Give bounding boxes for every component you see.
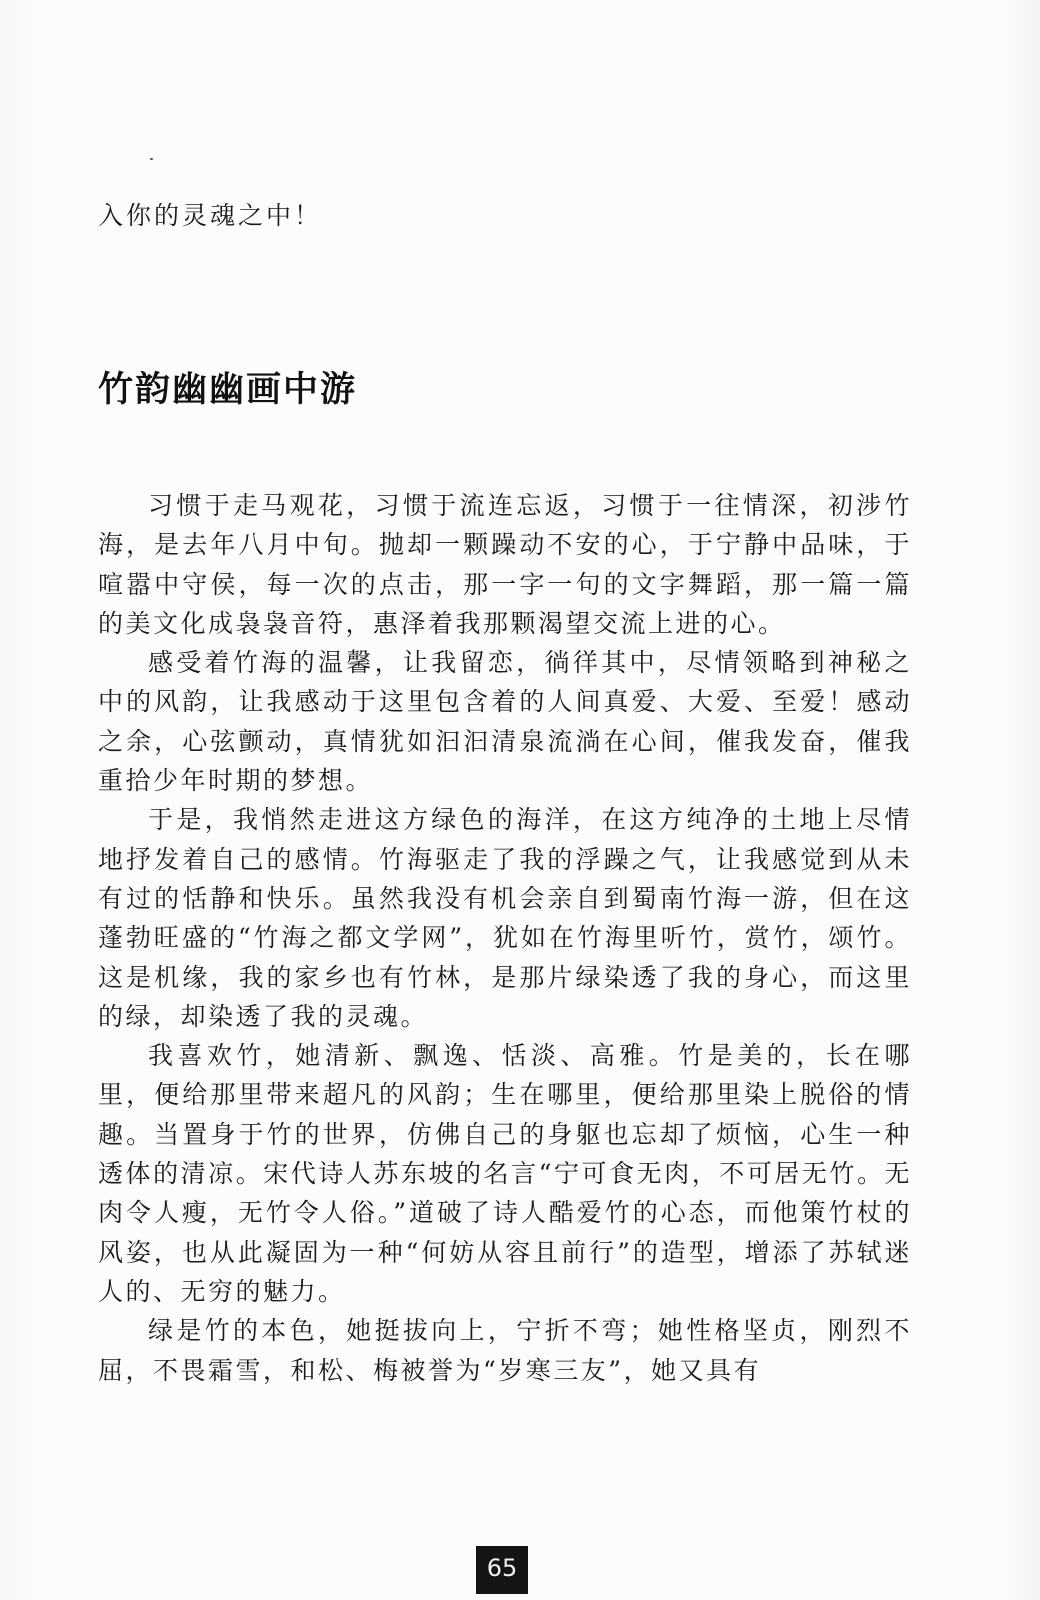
paragraph: 于是，我悄然走进这方绿色的海洋，在这方纯净的土地上尽情地抒发着自己的感情。竹海驱走了我的浮躁之气，让我感觉到从未有过的恬静和快乐。虽然我没有机会亲自到蜀南竹海一游，但在这蓬勃旺盛的“竹海之都文学网”，犹如在竹海里听竹，赏竹，颂竹。这是机缘，我的家乡也有竹林，是那片绿染透了我的身心，而这里的绿，却染透了我的灵魂。	[98, 805, 912, 1031]
chapter-title: 竹韵幽幽画中游	[98, 370, 358, 410]
paragraph: 绿是竹的本色，她挺拔向上，宁折不弯；她性格坚贞，刚烈不屈，不畏霜雪，和松、梅被誉为“岁寒三友”，她又具有	[98, 1316, 912, 1385]
body-text	[98, 486, 912, 1390]
paragraph: 习惯于走马观花，习惯于流连忘返，习惯于一往情深，初涉竹海，是去年八月中旬。抛却一颗躁动不安的心，于宁静中品味，于喧嚣中守侯，每一次的点击，那一字一句的文字舞蹈，那一篇一篇的美文化成袅袅音符，惠泽着我那颗渴望交流上进的心。	[98, 491, 912, 638]
paragraph: 我喜欢竹，她清新、飘逸、恬淡、高雅。竹是美的，长在哪里，便给那里带来超凡的风韵；生在哪里，便给那里染上脱俗的情趣。当置身于竹的世界，仿佛自己的身躯也忘却了烦恼，心生一种透体的清凉。宋代诗人苏东坡的名言“宁可食无肉，不可居无竹。无肉令人瘦，无竹令人俗。”道破了诗人酷爱竹的心态，而他策竹杖的风姿，也从此凝固为一种“何妨从容且前行”的造型，增添了苏轼迷人的、无穷的魅力。	[98, 1041, 912, 1306]
carry-over-text: 入你的灵魂之中！	[98, 201, 323, 230]
page-number: 65	[476, 1546, 528, 1594]
scan-speck	[150, 158, 153, 160]
paragraph: 感受着竹海的温馨，让我留恋，徜徉其中，尽情领略到神秘之中的风韵，让我感动于这里包含着的人间真爱、大爱、至爱！感动之余，心弦颤动，真情犹如汩汩清泉流淌在心间，催我发奋，催我重拾少年时期的梦想。	[98, 648, 912, 796]
